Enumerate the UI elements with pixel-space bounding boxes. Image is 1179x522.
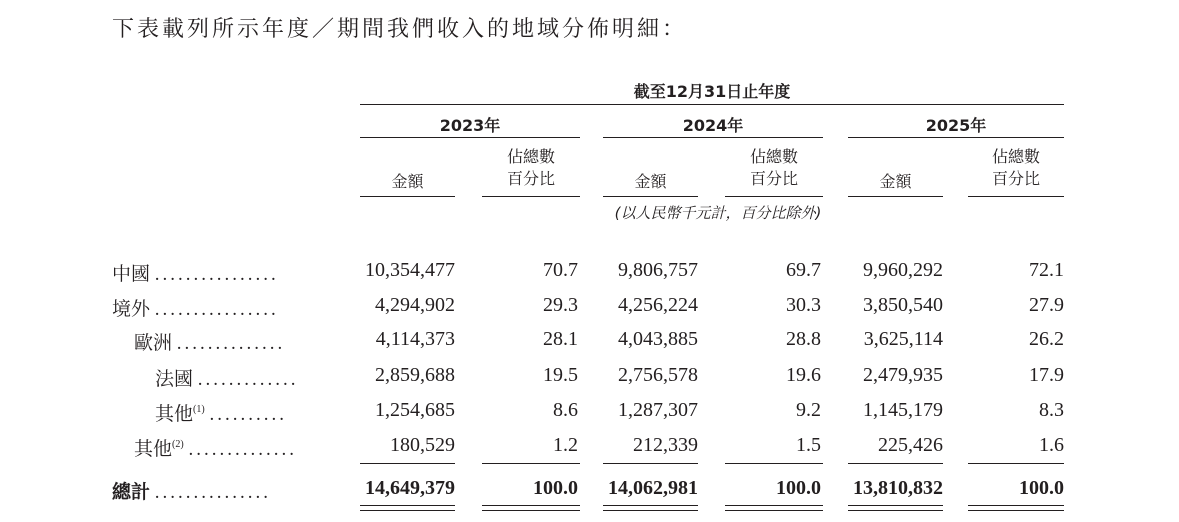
sub-rule-pct-2025 <box>968 196 1064 197</box>
total-2023-pct: 100.0 <box>533 477 578 499</box>
row-name: 境外 <box>112 298 151 320</box>
year-rule-2025 <box>848 137 1064 138</box>
subtotal-rule <box>848 463 943 464</box>
pct-label-line2: 百分比 <box>749 169 798 188</box>
cell-2023-pct: 8.6 <box>553 399 578 421</box>
total-2023-amount: 14,649,379 <box>365 477 455 499</box>
total-double-rule-bottom <box>603 510 698 511</box>
cell-2024-amount: 212,339 <box>633 434 698 456</box>
cell-2025-pct: 8.3 <box>1039 399 1064 421</box>
cell-2025-pct: 26.2 <box>1029 328 1064 350</box>
total-double-rule-bottom <box>360 510 455 511</box>
cell-2024-pct: 19.6 <box>786 364 821 386</box>
total-double-rule-top <box>603 505 698 506</box>
cell-2024-amount: 4,043,885 <box>618 328 698 350</box>
cell-2025-amount: 9,960,292 <box>863 259 943 281</box>
cell-2025-amount: 2,479,935 <box>863 364 943 386</box>
cell-2025-pct: 1.6 <box>1039 434 1064 456</box>
row-name: 其他 <box>155 403 194 425</box>
cell-2023-amount: 1,254,685 <box>375 399 455 421</box>
row-label-france <box>155 364 299 391</box>
intro-text: 下表載列所示年度／期間我們收入的地域分佈明細： <box>112 17 688 42</box>
pct-label-2024 <box>725 146 823 190</box>
total-double-rule-bottom <box>725 510 823 511</box>
pct-label-2023 <box>482 146 580 190</box>
cell-2023-amount: 4,294,902 <box>375 294 455 316</box>
cell-2023-pct: 19.5 <box>543 364 578 386</box>
total-double-rule-top <box>848 505 943 506</box>
leader-dots: ................ <box>154 299 279 320</box>
cell-2023-amount: 180,529 <box>390 434 455 456</box>
cell-2024-amount: 4,256,224 <box>618 294 698 316</box>
cell-2024-pct: 28.8 <box>786 328 821 350</box>
footnote-marker: (1) <box>193 404 205 415</box>
pct-label-line2: 百分比 <box>506 169 555 188</box>
pct-label-line1: 佔總數 <box>991 147 1040 166</box>
subtotal-rule <box>725 463 823 464</box>
subtotal-rule <box>482 463 580 464</box>
sub-rule-amount-2023 <box>360 196 455 197</box>
cell-2024-amount: 9,806,757 <box>618 259 698 281</box>
year-2023-header: 2023年 <box>439 116 501 135</box>
subtotal-rule <box>360 463 455 464</box>
amount-label-2023: 金額 <box>391 172 424 191</box>
amount-label-2024: 金額 <box>634 172 667 191</box>
period-header: 截至12月31日止年度 <box>633 82 791 101</box>
total-double-rule-top <box>360 505 455 506</box>
total-double-rule-top <box>482 505 580 506</box>
row-label-total <box>112 477 271 504</box>
total-double-rule-bottom <box>482 510 580 511</box>
row-label-china <box>112 259 279 286</box>
leader-dots: ................ <box>154 264 279 285</box>
year-2025-header: 2025年 <box>925 116 987 135</box>
leader-dots: .............. <box>176 333 286 354</box>
header-rule <box>360 104 1064 105</box>
total-double-rule-bottom <box>848 510 943 511</box>
cell-2024-pct: 69.7 <box>786 259 821 281</box>
sub-rule-pct-2024 <box>725 196 823 197</box>
row-name: 總計 <box>112 481 151 503</box>
total-double-rule-top <box>725 505 823 506</box>
row-name: 法國 <box>155 368 194 390</box>
total-2025-pct: 100.0 <box>1019 477 1064 499</box>
leader-dots: .......... <box>209 404 287 425</box>
row-name: 歐洲 <box>134 332 173 354</box>
cell-2024-amount: 2,756,578 <box>618 364 698 386</box>
sub-rule-amount-2024 <box>603 196 698 197</box>
cell-2024-amount: 1,287,307 <box>618 399 698 421</box>
total-2025-amount: 13,810,832 <box>853 477 943 499</box>
cell-2023-pct: 70.7 <box>543 259 578 281</box>
cell-2025-amount: 225,426 <box>878 434 943 456</box>
footnote-marker: (2) <box>172 439 184 450</box>
year-rule-2024 <box>603 137 823 138</box>
year-rule-2023 <box>360 137 580 138</box>
sub-rule-pct-2023 <box>482 196 580 197</box>
cell-2023-amount: 2,859,688 <box>375 364 455 386</box>
cell-2024-pct: 9.2 <box>796 399 821 421</box>
unit-note: (以人民幣千元計，百分比除外) <box>614 204 822 222</box>
leader-dots: .............. <box>188 439 297 460</box>
cell-2025-pct: 72.1 <box>1029 259 1064 281</box>
row-label-europe <box>134 328 285 355</box>
cell-2025-pct: 17.9 <box>1029 364 1064 386</box>
subtotal-rule <box>603 463 698 464</box>
row-name: 其他 <box>134 438 173 460</box>
cell-2025-amount: 1,145,179 <box>863 399 943 421</box>
leader-dots: ............... <box>154 482 272 503</box>
row-label-europe-other <box>155 399 287 426</box>
cell-2023-amount: 4,114,373 <box>375 328 455 350</box>
leader-dots: ............. <box>197 369 299 390</box>
cell-2023-pct: 28.1 <box>543 328 578 350</box>
cell-2023-amount: 10,354,477 <box>365 259 455 281</box>
cell-2023-pct: 1.2 <box>553 434 578 456</box>
subtotal-rule <box>968 463 1064 464</box>
total-double-rule-bottom <box>968 510 1064 511</box>
sub-rule-amount-2025 <box>848 196 943 197</box>
cell-2023-pct: 29.3 <box>543 294 578 316</box>
pct-label-line1: 佔總數 <box>749 147 798 166</box>
cell-2025-amount: 3,850,540 <box>863 294 943 316</box>
row-label-overseas <box>112 294 279 321</box>
pct-label-2025 <box>968 146 1064 190</box>
cell-2024-pct: 30.3 <box>786 294 821 316</box>
pct-label-line1: 佔總數 <box>506 147 555 166</box>
cell-2025-amount: 3,625,114 <box>863 328 943 350</box>
row-label-overseas-other <box>134 434 297 461</box>
total-double-rule-top <box>968 505 1064 506</box>
total-2024-pct: 100.0 <box>776 477 821 499</box>
cell-2024-pct: 1.5 <box>796 434 821 456</box>
amount-label-2025: 金額 <box>879 172 912 191</box>
total-2024-amount: 14,062,981 <box>608 477 698 499</box>
row-name: 中國 <box>112 263 151 285</box>
year-2024-header: 2024年 <box>682 116 744 135</box>
cell-2025-pct: 27.9 <box>1029 294 1064 316</box>
pct-label-line2: 百分比 <box>991 169 1040 188</box>
